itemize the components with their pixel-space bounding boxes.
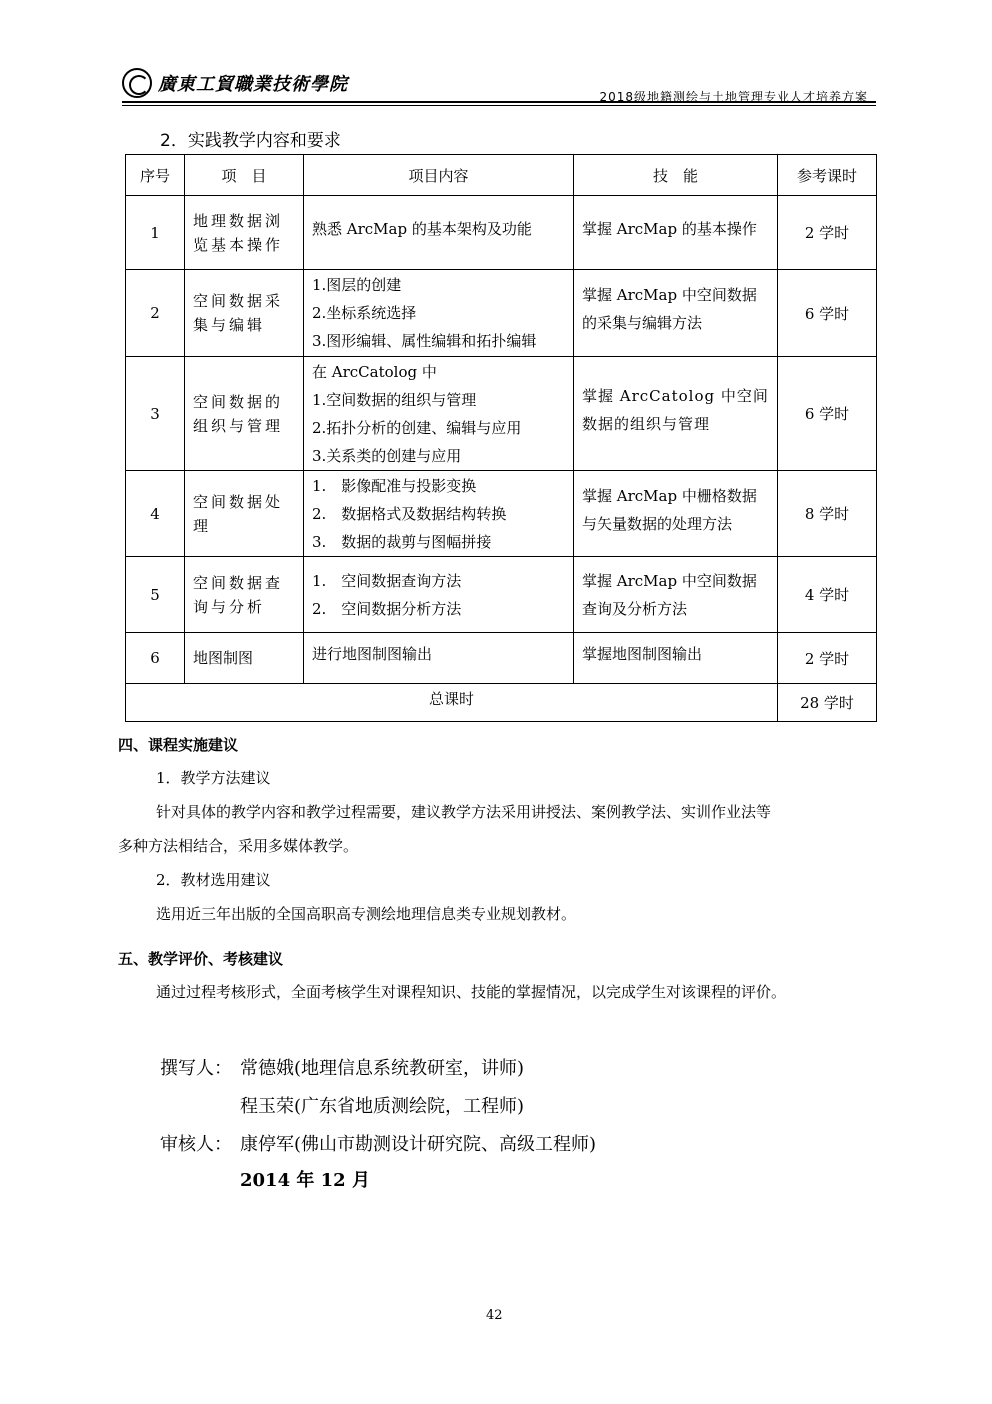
section-4-sub2: 2．教材选用建议 — [156, 871, 271, 889]
row-skill: 掌握 ArcCatolog 中空间数据的组织与管理 — [574, 357, 778, 471]
row-number: 2 — [126, 270, 185, 357]
header-cell: 项目内容 — [304, 155, 574, 196]
table-row — [126, 471, 877, 557]
row-skill: 掌握 ArcMap 中栅格数据与矢量数据的处理方法 — [574, 471, 778, 557]
row-skill: 掌握地图制图输出 — [574, 633, 778, 684]
row-item: 空间数据处理 — [185, 471, 304, 557]
row-item: 空间数据的组织与管理 — [185, 357, 304, 471]
document-title: 2018级地籍测绘与土地管理专业人才培养方案 — [599, 90, 868, 104]
row-hours: 6 学时 — [778, 270, 877, 357]
table-row — [126, 196, 877, 270]
table-row — [126, 557, 877, 633]
page-header — [122, 62, 876, 104]
school-logo — [122, 68, 348, 98]
school-name: 廣東工貿職業技術學院 — [158, 74, 348, 95]
author-label: 撰写人： — [160, 1058, 232, 1079]
row-content: 在 ArcCatolog 中 1.空间数据的组织与管理 2.拓扑分析的创建、编辑与应用 3.关系类的创建与应用 — [304, 357, 574, 471]
header-cell: 参考课时 — [778, 155, 877, 196]
practice-table — [125, 154, 877, 722]
row-content: 1. 影像配准与投影变换 2. 数据格式及数据结构转换 3. 数据的裁剪与图幅拼接 — [304, 471, 574, 557]
row-number: 5 — [126, 557, 185, 633]
school-emblem-icon — [122, 68, 152, 98]
section-4-para1-line1: 针对具体的教学内容和教学过程需要，建议教学方法采用讲授法、案例教学法、实训作业法等 — [156, 803, 772, 821]
table-header-row — [126, 155, 877, 196]
section-5-para: 通过过程考核形式，全面考核学生对课程知识、技能的掌握情况，以完成学生对该课程的评价。 — [156, 983, 787, 1001]
section-4-title: 四、课程实施建议 — [118, 736, 239, 754]
row-hours: 2 学时 — [778, 196, 877, 270]
section-4-sub1: 1．教学方法建议 — [156, 769, 271, 787]
row-item: 地图制图 — [185, 633, 304, 684]
row-hours: 2 学时 — [778, 633, 877, 684]
total-hours: 28 学时 — [778, 684, 877, 722]
row-content: 1.图层的创建 2.坐标系统选择 3.图形编辑、属性编辑和拓扑编辑 — [304, 270, 574, 357]
row-item: 空间数据采集与编辑 — [185, 270, 304, 357]
row-skill: 掌握 ArcMap 的基本操作 — [574, 196, 778, 270]
row-item: 空间数据查询与分析 — [185, 557, 304, 633]
header-rule-thin — [122, 105, 876, 106]
row-number: 4 — [126, 471, 185, 557]
header-cell: 项 目 — [185, 155, 304, 196]
row-hours: 8 学时 — [778, 471, 877, 557]
reviewer: 康停军(佛山市勘测设计研究院、高级工程师) — [240, 1134, 597, 1155]
table-row — [126, 633, 877, 684]
row-item: 地理数据浏览基本操作 — [185, 196, 304, 270]
total-label: 总课时 — [126, 684, 778, 722]
author-1: 常德娥(地理信息系统教研室，讲师) — [240, 1058, 525, 1079]
header-cell: 序号 — [126, 155, 185, 196]
row-number: 6 — [126, 633, 185, 684]
table-row — [126, 270, 877, 357]
reviewer-label: 审核人： — [160, 1134, 232, 1155]
header-rule — [122, 101, 876, 103]
row-content: 1. 空间数据查询方法 2. 空间数据分析方法 — [304, 557, 574, 633]
row-hours: 6 学时 — [778, 357, 877, 471]
row-content: 进行地图制图输出 — [304, 633, 574, 684]
section-4-para1-line2: 多种方法相结合，采用多媒体教学。 — [118, 837, 359, 855]
row-skill: 掌握 ArcMap 中空间数据查询及分析方法 — [574, 557, 778, 633]
table-total-row — [126, 684, 877, 722]
section-5-title: 五、教学评价、考核建议 — [118, 950, 284, 968]
page-number: 42 — [486, 1308, 503, 1323]
row-skill: 掌握 ArcMap 中空间数据的采集与编辑方法 — [574, 270, 778, 357]
row-content: 熟悉 ArcMap 的基本架构及功能 — [304, 196, 574, 270]
author-2: 程玉荣(广东省地质测绘院，工程师) — [240, 1096, 525, 1117]
section-title: 2．实践教学内容和要求 — [160, 131, 341, 151]
table-row — [126, 357, 877, 471]
signoff-date: 2014 年 12 月 — [240, 1170, 370, 1191]
header-cell: 技 能 — [574, 155, 778, 196]
section-4-para2: 选用近三年出版的全国高职高专测绘地理信息类专业规划教材。 — [156, 905, 577, 923]
row-number: 1 — [126, 196, 185, 270]
row-number: 3 — [126, 357, 185, 471]
row-hours: 4 学时 — [778, 557, 877, 633]
